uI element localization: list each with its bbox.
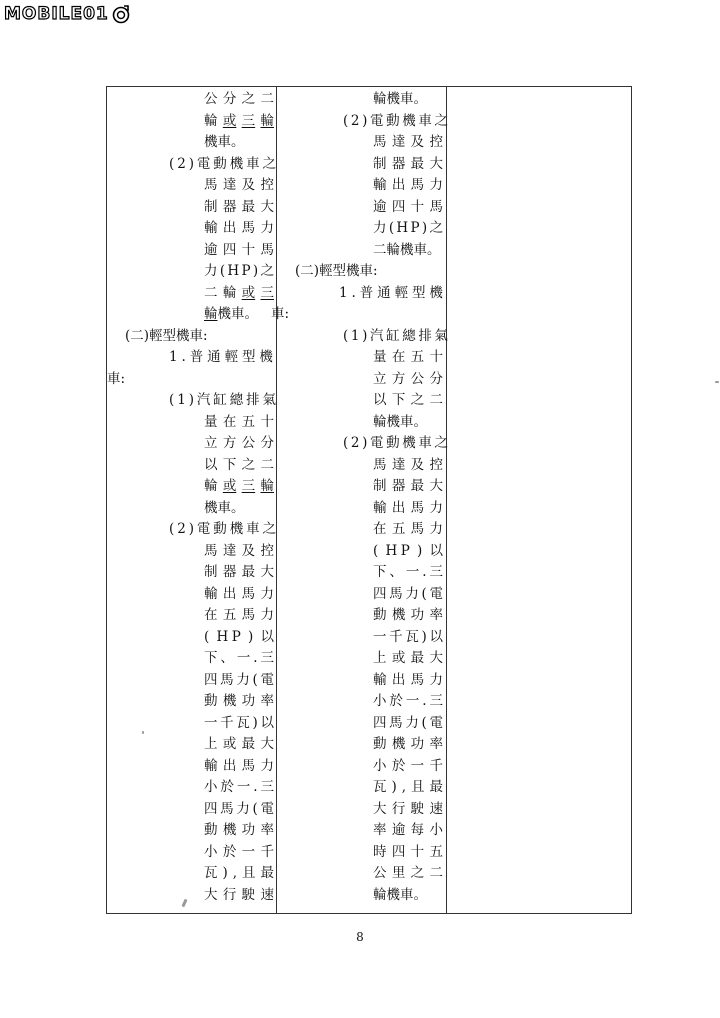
left-column-line: ( 2 ) 電 動 機 車 之 <box>169 521 276 537</box>
left-column-line: 量 在 五 十 <box>204 413 274 430</box>
right-column-line: ( H P ) 以 <box>373 542 443 559</box>
mobile01-watermark-logo <box>4 3 131 25</box>
left-column-line: 動 機 功 率 <box>204 693 274 709</box>
right-column-line: 輸 出 馬 力 <box>373 177 443 193</box>
page-number: 8 <box>356 930 364 944</box>
left-column-line: 瓦 ) , 且 最 <box>204 865 274 881</box>
left-column-line: 在 五 馬 力 <box>204 607 274 623</box>
comparison-table <box>106 86 632 914</box>
right-column-line: 下 、 一 . 三 <box>373 564 443 580</box>
right-column-line: ( 1 ) 汽 缸 總 排 氣 <box>343 327 448 344</box>
logo-text: MOBILE01 <box>4 4 109 24</box>
left-column-line: 輸 出 馬 力 <box>204 757 274 774</box>
left-column-line: 小 於 一 千 <box>204 843 274 860</box>
right-column-line: 小 於 一 . 三 <box>373 693 443 709</box>
right-column-line: 時 四 十 五 <box>373 843 443 860</box>
right-column-line: ( 2 ) 電 動 機 車 之 <box>343 435 448 451</box>
left-column-line: 二 輪 或 三 <box>204 284 274 301</box>
left-column-line: 輪機車。 <box>204 306 258 322</box>
left-column-line: 車: <box>107 370 126 387</box>
logo-emblem-icon <box>111 4 131 24</box>
left-column-line: 以 下 之 二 <box>204 456 274 473</box>
left-column-line: 輪 或 三 輪 <box>204 478 274 494</box>
left-column-line: 上 或 最 大 <box>204 736 274 752</box>
left-column-line: (二)輕型機車: <box>125 327 208 344</box>
left-column-line: ( 2 ) 電 動 機 車 之 <box>169 155 276 172</box>
left-column-line: 下 、 一 . 三 <box>204 650 274 666</box>
right-column-line: 量 在 五 十 <box>373 349 443 365</box>
left-column-line: 制 器 最 大 <box>204 198 274 215</box>
left-column-line: 大 行 駛 速 <box>204 886 274 903</box>
right-column-line: 1 . 普 通 輕 型 機 <box>339 284 443 301</box>
right-column-line: 輪機車。 <box>373 886 427 903</box>
right-column-line: 馬 達 及 控 <box>373 134 443 150</box>
right-column-line: 馬 達 及 控 <box>373 456 443 473</box>
right-column-line: ( 2 ) 電 動 機 車 之 <box>343 112 448 129</box>
right-column-line: 制 器 最 大 <box>373 478 443 494</box>
right-column-line: 上 或 最 大 <box>373 650 443 666</box>
right-column-line: 一 千 瓦 ) 以 <box>373 628 443 645</box>
left-column-line: 機車。 <box>204 134 245 150</box>
column-divider-1 <box>276 87 277 913</box>
right-column-line: 公 里 之 二 <box>373 865 443 881</box>
left-column-line: 馬 達 及 控 <box>204 177 274 193</box>
right-column-line: 立 方 公 分 <box>373 370 443 387</box>
right-column-line: 小 於 一 千 <box>373 757 443 774</box>
left-column-line: 力 ( H P ) 之 <box>204 263 274 279</box>
right-column-line: 率 逾 每 小 <box>373 822 443 838</box>
left-column-line: 一 千 瓦 ) 以 <box>204 714 274 731</box>
right-column-line: 二輪機車。 <box>373 241 441 258</box>
left-column-line: 輪 或 三 輪 <box>204 112 274 129</box>
left-column-line: 逾 四 十 馬 <box>204 241 274 258</box>
left-column-line: 制 器 最 大 <box>204 564 274 580</box>
right-column-line: 在 五 馬 力 <box>373 521 443 537</box>
right-column-line: 四 馬 力 ( 電 <box>373 585 443 602</box>
right-column-line: 輪機車。 <box>373 413 427 430</box>
left-column-line: 輸 出 馬 力 <box>204 220 274 236</box>
left-column-line: 四 馬 力 ( 電 <box>204 800 274 817</box>
left-column-line: ( 1 ) 汽 缸 總 排 氣 <box>169 392 276 408</box>
right-column-line: 制 器 最 大 <box>373 155 443 172</box>
notes-column <box>447 87 632 913</box>
left-column-line: 馬 達 及 控 <box>204 542 274 559</box>
left-column-line: ( H P ) 以 <box>204 628 274 645</box>
right-column-line: 逾 四 十 馬 <box>373 198 443 215</box>
left-column-line: 小 於 一 . 三 <box>204 779 274 795</box>
right-column-line: 動 機 功 率 <box>373 607 443 623</box>
left-column-line: 公 分 之 二 <box>204 91 274 107</box>
right-column-line: 動 機 功 率 <box>373 736 443 752</box>
left-column-line: 動 機 功 率 <box>204 822 274 838</box>
left-column-line: 機車。 <box>204 499 245 516</box>
scan-speck <box>142 731 144 734</box>
left-column-line: 1 . 普 通 輕 型 機 <box>169 349 273 365</box>
left-column-line: 輸 出 馬 力 <box>204 585 274 602</box>
right-column-line: 力 ( H P ) 之 <box>373 220 443 236</box>
right-column-line: (二)輕型機車: <box>295 263 378 279</box>
right-column-line: 輸 出 馬 力 <box>373 671 443 688</box>
right-column-line: 瓦 ) , 且 最 <box>373 779 443 795</box>
right-column-line: 四 馬 力 ( 電 <box>373 714 443 731</box>
left-column-line: 立 方 公 分 <box>204 435 274 451</box>
right-column-line: 以 下 之 二 <box>373 392 443 408</box>
right-column-line: 輪機車。 <box>373 91 427 107</box>
right-column-line: 車: <box>271 306 290 322</box>
scan-speck <box>715 381 719 383</box>
right-column-line: 大 行 駛 速 <box>373 800 443 817</box>
left-column-line: 四 馬 力 ( 電 <box>204 671 274 688</box>
right-column-line: 輸 出 馬 力 <box>373 499 443 516</box>
